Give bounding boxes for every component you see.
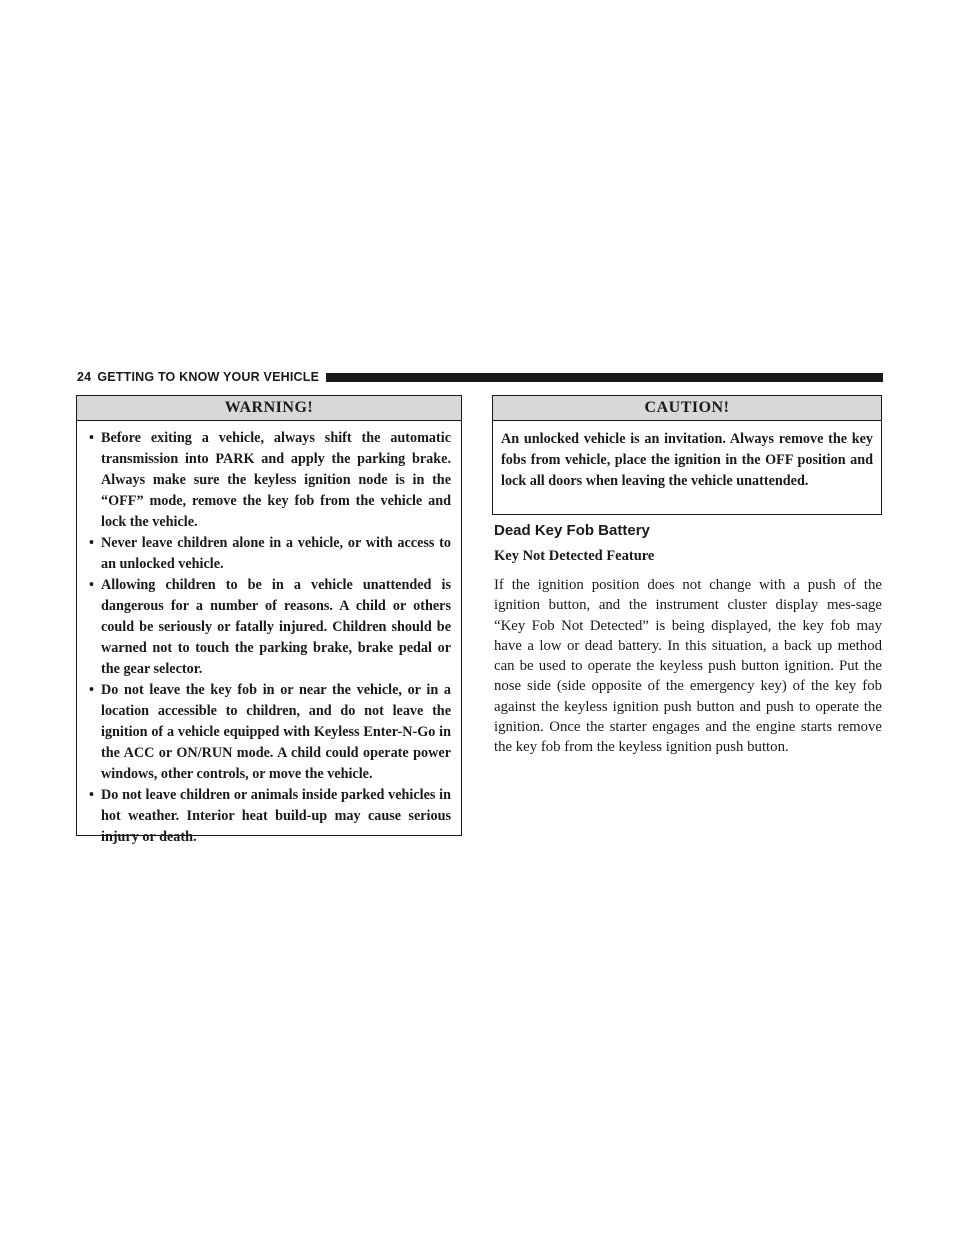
- caution-text: An unlocked vehicle is an invitation. Always remove the key fobs from vehicle, place the ignition in the OFF position and lock all doors when leaving the vehicle unattended.: [501, 431, 873, 489]
- warning-box: [76, 395, 462, 845]
- warning-item-text: Do not leave children or animals inside parked vehicles in hot weather. Interior heat build-up may cause serious injury or death.: [101, 787, 451, 845]
- warning-item-text: Before exiting a vehicle, always shift the automatic transmission into PARK and apply the parking brake. Always make sure the keyless ignition node is in the “OFF” mode, remove the key fob from the vehicle and lock the vehicle.: [101, 430, 451, 530]
- sub-heading: Key Not Detected Feature: [494, 548, 655, 564]
- warning-item: [89, 680, 451, 785]
- section-heading: Dead Key Fob Battery: [494, 522, 650, 539]
- warning-list: [77, 421, 461, 848]
- header-rule: [326, 373, 883, 382]
- bullet-icon: •: [89, 682, 94, 698]
- caution-title: CAUTION!: [493, 396, 881, 421]
- caution-box: [492, 395, 882, 515]
- section-title: GETTING TO KNOW YOUR VEHICLE: [97, 370, 320, 384]
- warning-item: [89, 575, 451, 680]
- warning-title: WARNING!: [77, 396, 461, 421]
- bullet-icon: •: [89, 430, 94, 446]
- bullet-icon: •: [89, 577, 94, 593]
- page-number: 24: [77, 370, 92, 384]
- warning-item-text: Allowing children to be in a vehicle unattended is dangerous for a number of reasons. A child or others could be seriously or fatally injured. Children should be warned not to touch the parking brake, brake pedal or the gear selector.: [101, 577, 451, 677]
- running-head: [77, 369, 883, 385]
- warning-item-text: Never leave children alone in a vehicle, or with access to an unlocked vehicle.: [101, 535, 451, 572]
- warning-item-text: Do not leave the key fob in or near the vehicle, or in a location accessible to children, and do not leave the ignition of a vehicle equipped with Keyless Enter-N-Go in the ACC or ON/RUN mode. A child could operate power windows, other controls, or move the vehicle.: [101, 682, 451, 782]
- warning-item: [89, 533, 451, 575]
- bullet-icon: •: [89, 535, 94, 551]
- bullet-icon: •: [89, 787, 94, 803]
- body-paragraph: If the ignition position does not change with a push of the ignition button, and the instrument cluster display mes-sage “Key Fob Not Detected” is being displayed, the key fob may have a low or dead battery. In this situation, a back up method can be used to operate the keyless push button ignition. Put the nose side (side opposite of the emergency key) of the key fob against the keyless ignition push button and push to operate the ignition. Once the starter engages and the engine starts remove the key fob from the keyless ignition push button.: [494, 577, 882, 756]
- warning-item: [89, 785, 451, 848]
- warning-item: [89, 428, 451, 533]
